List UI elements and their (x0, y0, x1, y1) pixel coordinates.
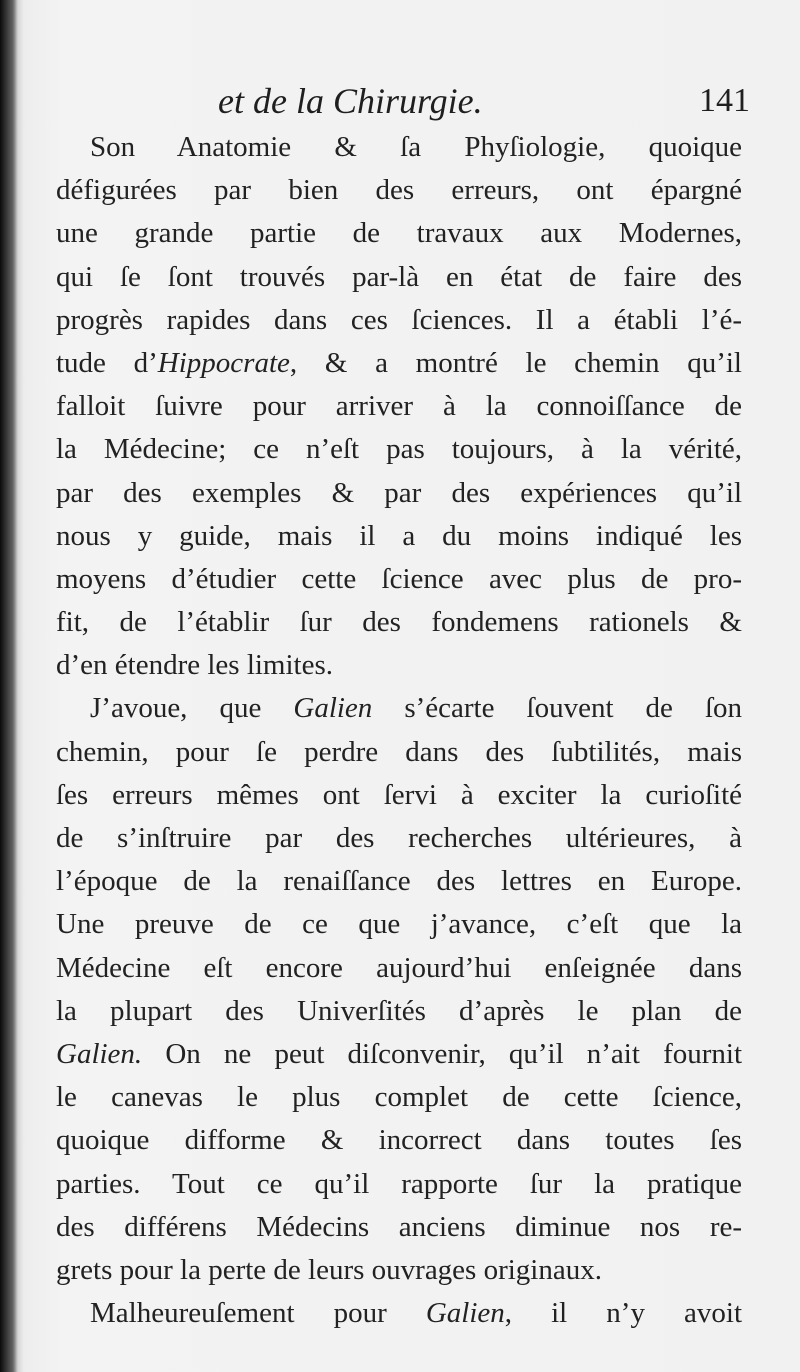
italic-name: Galien (425, 1297, 505, 1330)
text-line (56, 903, 742, 946)
text-line (56, 558, 742, 601)
text-segment: fit, de l’établir ſur des fondemens rationels & (56, 606, 742, 639)
text-line (56, 515, 742, 558)
text-segment: par des exemples & par des expériences qu’il (56, 476, 742, 509)
text-line (56, 472, 742, 515)
text-line (56, 687, 742, 730)
text-line (56, 601, 742, 644)
body-text (56, 126, 742, 1335)
text-segment: la Médecine; ce n’eſt pas toujours, à la vérité, (56, 433, 742, 466)
italic-name: Hippocrate (157, 346, 290, 379)
text-line (56, 860, 742, 903)
text-line (56, 126, 742, 169)
text-segment: progrès rapides dans ces ſciences. Il a établi l’é- (56, 303, 742, 336)
text-segment: Une preuve de ce que j’avance, c’eſt que la (56, 908, 742, 941)
text-line (56, 1033, 742, 1076)
text-line (56, 342, 742, 385)
text-segment: une grande partie de travaux aux Modernes, (56, 217, 742, 250)
text-segment: d’en étendre les limites. (56, 649, 334, 682)
italic-name: Galien (293, 692, 373, 725)
text-segment: moyens d’étudier cette ſcience avec plus de pro- (56, 562, 742, 595)
text-segment: parties. Tout ce qu’il rapporte ſur la pratique (56, 1167, 742, 1200)
text-line (56, 644, 742, 687)
text-line (56, 1119, 742, 1162)
text-line (56, 947, 742, 990)
text-line (56, 1292, 742, 1335)
text-line (56, 1249, 742, 1292)
page-header (218, 80, 750, 124)
text-segment: On ne peut diſconvenir, qu’il n’ait fournit (142, 1037, 742, 1070)
text-segment: des différens Médecins anciens diminue nos re- (56, 1210, 742, 1243)
text-segment: , il n’y avoit (504, 1297, 743, 1330)
page-number: 141 (699, 82, 750, 119)
text-segment: nous y guide, mais il a du moins indiqué les (56, 519, 742, 552)
text-segment: chemin, pour ſe perdre dans des ſubtilités, mais (56, 735, 742, 768)
text-segment: tude d’ (56, 346, 158, 379)
text-line (56, 1163, 742, 1206)
text-line (56, 1206, 742, 1249)
text-line (56, 169, 742, 212)
text-segment: falloit ſuivre pour arriver à la connoiſſance de (56, 390, 742, 423)
text-line (56, 385, 742, 428)
text-segment: l’époque de la renaiſſance des lettres en Europe. (56, 865, 742, 898)
text-line (56, 212, 742, 255)
text-segment: Malheureuſement pour (90, 1297, 426, 1330)
text-line (56, 817, 742, 860)
binding-shadow (0, 0, 18, 1372)
text-segment: grets pour la perte de leurs ouvrages originaux. (56, 1253, 602, 1286)
text-segment: Médecine eſt encore aujourd’hui enſeignée dans (56, 951, 742, 984)
text-line (56, 428, 742, 471)
paragraph (56, 1292, 742, 1335)
text-segment: de s’inſtruire par des recherches ultérieures, à (56, 822, 742, 854)
paragraph (56, 687, 742, 1292)
text-segment: la plupart des Univerſités d’après le plan de (56, 994, 742, 1027)
text-segment: qui ſe ſont trouvés par-là en état de faire des (56, 260, 742, 293)
text-segment: le canevas le plus complet de cette ſcience, (56, 1081, 742, 1114)
text-segment: ſes erreurs mêmes ont ſervi à exciter la curioſité (56, 778, 742, 811)
text-segment: Son Anatomie & ſa Phyſiologie, quoique (90, 131, 742, 163)
text-segment: J’avoue, que (90, 692, 294, 725)
italic-name: Galien. (56, 1037, 143, 1070)
text-line (56, 256, 742, 299)
text-line (56, 774, 742, 817)
text-line (56, 731, 742, 774)
text-segment: s’écarte ſouvent de ſon (372, 692, 742, 725)
text-line (56, 1076, 742, 1119)
text-segment: quoique difforme & incorrect dans toutes ſes (56, 1124, 742, 1157)
text-segment: défigurées par bien des erreurs, ont épargné (56, 174, 742, 207)
text-segment: , & a montré le chemin qu’il (289, 346, 742, 379)
text-line (56, 990, 742, 1033)
paragraph (56, 126, 742, 687)
running-title: et de la Chirurgie. (218, 81, 483, 121)
text-line (56, 299, 742, 342)
